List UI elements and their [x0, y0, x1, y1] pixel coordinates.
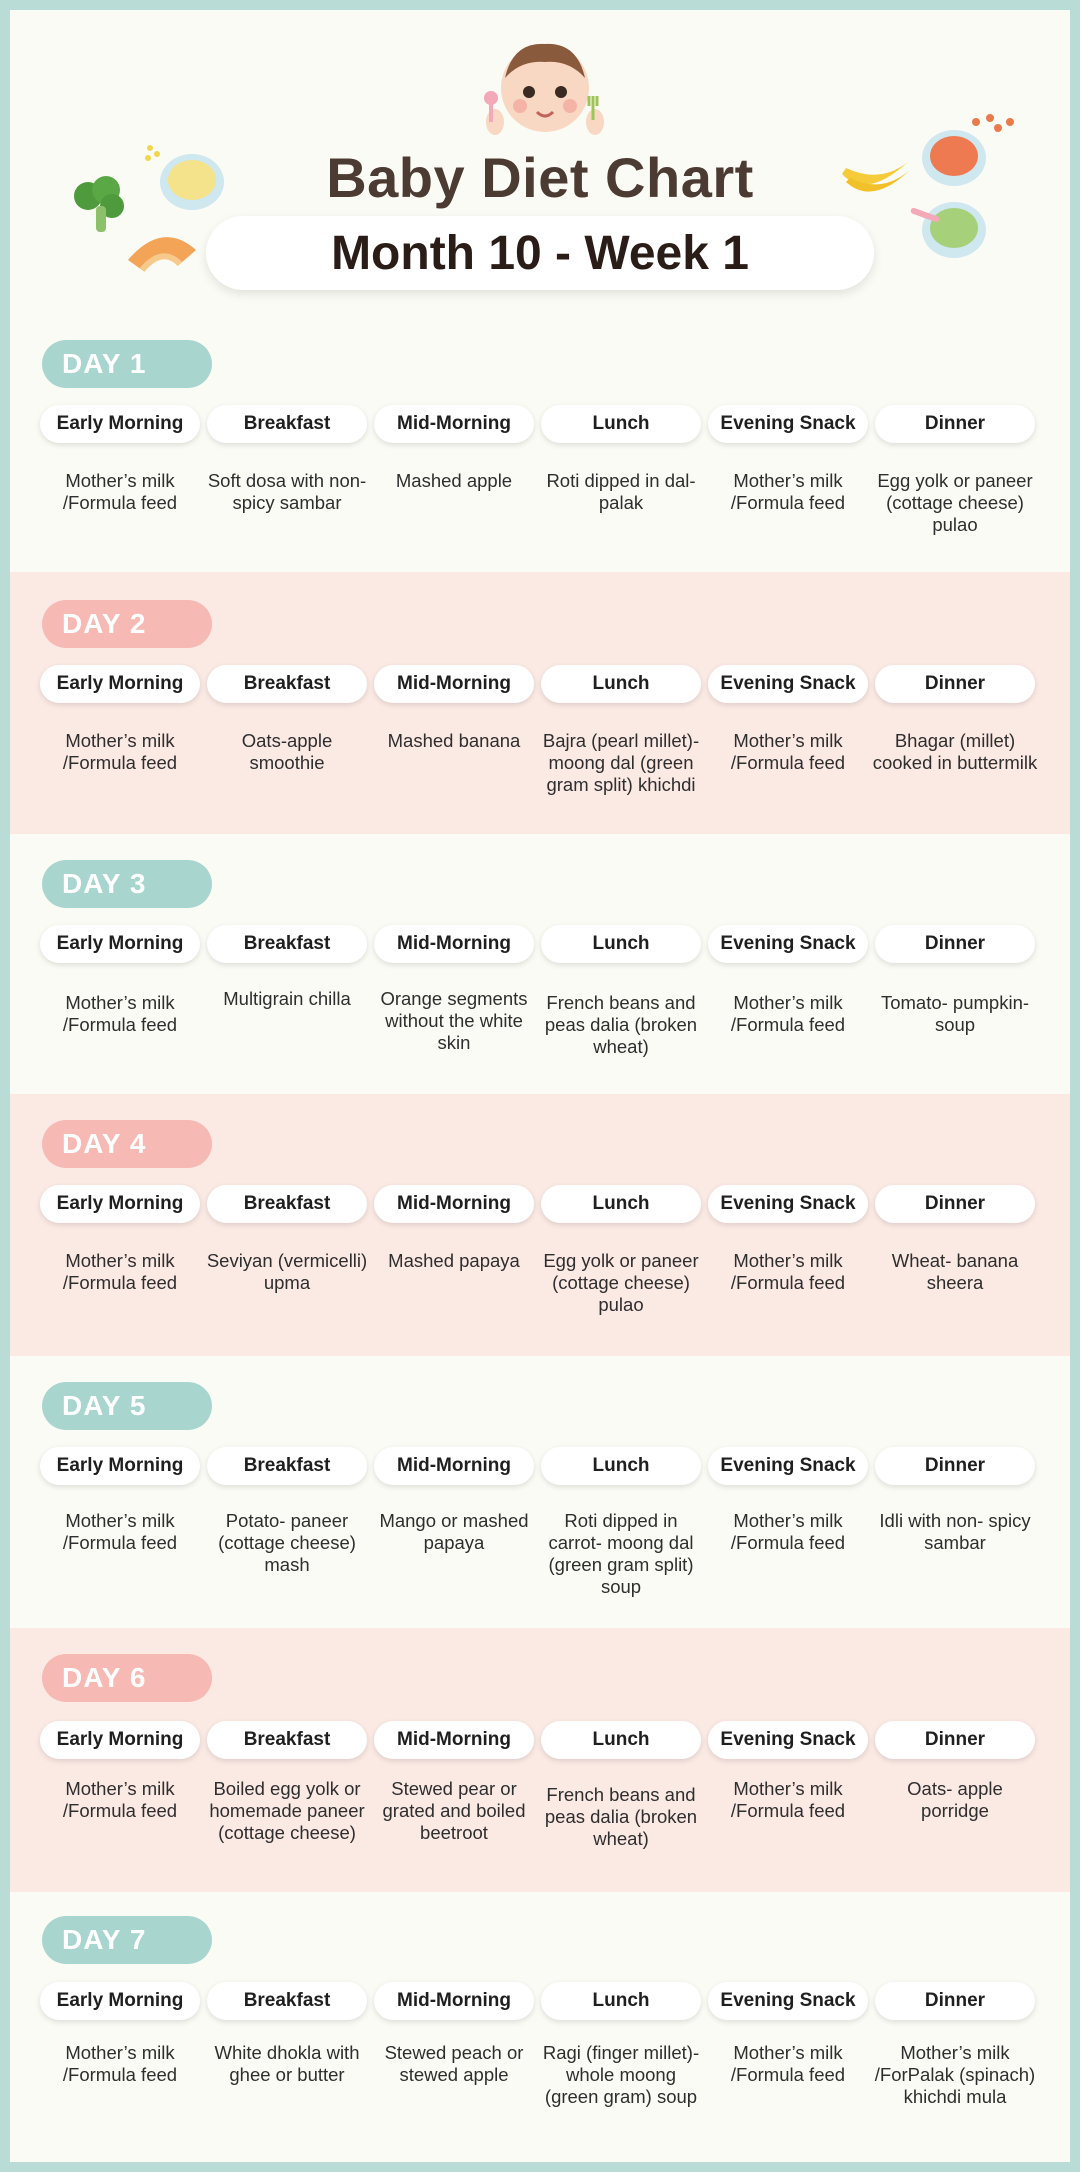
- day-badge: DAY 4: [42, 1120, 212, 1168]
- day-badge: DAY 7: [42, 1916, 212, 1964]
- chart-frame: [10, 10, 1070, 2162]
- meal-dinner: Dinner: [875, 1185, 1035, 1223]
- food-mid-morning: Mashed papaya: [388, 1250, 520, 1271]
- meal-evening-snack: Evening Snack: [708, 405, 868, 443]
- meal-breakfast: Breakfast: [207, 665, 367, 703]
- food-evening-snack: Mother’s milk /Formula feed: [730, 1510, 846, 1553]
- food-evening-snack: Mother’s milk /Formula feed: [730, 1778, 846, 1821]
- meal-lunch: Lunch: [541, 405, 701, 443]
- food-mid-morning: Stewed peach or stewed apple: [384, 2042, 524, 2085]
- food-evening-snack: Mother’s milk /Formula feed: [730, 730, 846, 773]
- day-section-3: [10, 834, 1070, 1094]
- food-evening-snack: Mother’s milk /Formula feed: [730, 1250, 846, 1293]
- food-breakfast: Boiled egg yolk or homemade paneer (cottage cheese): [209, 1778, 365, 1843]
- food-lunch: Egg yolk or paneer (cottage cheese) pulao: [543, 1250, 699, 1315]
- meal-early-morning: Early Morning: [40, 1721, 200, 1759]
- food-early-morning: Mother’s milk /Formula feed: [62, 1510, 178, 1553]
- meal-breakfast: Breakfast: [207, 925, 367, 963]
- food-early-morning: Mother’s milk /Formula feed: [62, 730, 178, 773]
- food-mid-morning: Mango or mashed papaya: [379, 1510, 529, 1553]
- food-dinner: Idli with non- spicy sambar: [879, 1510, 1031, 1553]
- papaya-slice-icon: [122, 220, 202, 280]
- meal-lunch: Lunch: [541, 1185, 701, 1223]
- day-section-7: [10, 1892, 1070, 2162]
- day-section-1: [10, 310, 1070, 572]
- day-section-6: [10, 1628, 1070, 1892]
- food-lunch: French beans and peas dalia (broken wheat): [544, 1784, 698, 1849]
- food-lunch: Ragi (finger millet)- whole moong (green gram) soup: [542, 2042, 700, 2107]
- meal-breakfast: Breakfast: [207, 1721, 367, 1759]
- food-mid-morning: Orange segments without the white skin: [380, 988, 528, 1053]
- food-breakfast: Oats-apple smoothie: [241, 730, 333, 773]
- meal-header-row: [40, 1982, 1050, 2020]
- page-title: Baby Diet Chart: [326, 146, 754, 209]
- food-early-morning: Mother’s milk /Formula feed: [62, 1778, 178, 1821]
- meal-header-row: [40, 1447, 1050, 1485]
- meal-mid-morning: Mid-Morning: [374, 1185, 534, 1223]
- food-lunch: Bajra (pearl millet)- moong dal (green gram split) khichdi: [542, 730, 700, 795]
- meal-mid-morning: Mid-Morning: [374, 405, 534, 443]
- food-breakfast: White dhokla with ghee or butter: [214, 2042, 360, 2085]
- food-lunch: French beans and peas dalia (broken wheat): [544, 992, 698, 1057]
- meal-mid-morning: Mid-Morning: [374, 1982, 534, 2020]
- food-breakfast: Multigrain chilla: [223, 988, 351, 1009]
- food-breakfast: Seviyan (vermicelli) upma: [206, 1250, 368, 1293]
- food-breakfast: Potato- paneer (cottage cheese) mash: [218, 1510, 356, 1575]
- meal-lunch: Lunch: [541, 665, 701, 703]
- meal-dinner: Dinner: [875, 925, 1035, 963]
- page-subtitle: Month 10 - Week 1: [331, 226, 749, 280]
- meal-evening-snack: Evening Snack: [708, 925, 868, 963]
- food-early-morning: Mother’s milk /Formula feed: [62, 992, 178, 1035]
- meal-lunch: Lunch: [541, 1982, 701, 2020]
- meal-header-row: [40, 665, 1050, 703]
- meal-header-row: [40, 1721, 1050, 1759]
- food-dinner: Bhagar (millet) cooked in buttermilk: [872, 730, 1038, 773]
- meal-dinner: Dinner: [875, 405, 1035, 443]
- day-badge: DAY 3: [42, 860, 212, 908]
- meal-lunch: Lunch: [541, 1447, 701, 1485]
- meal-early-morning: Early Morning: [40, 405, 200, 443]
- food-mid-morning: Mashed banana: [387, 730, 521, 751]
- food-dinner: Tomato- pumpkin- soup: [880, 992, 1030, 1035]
- meal-evening-snack: Evening Snack: [708, 1447, 868, 1485]
- food-early-morning: Mother’s milk /Formula feed: [62, 470, 178, 513]
- subtitle-pill: [206, 216, 874, 290]
- meal-header-row: [40, 405, 1050, 443]
- day-badge: DAY 1: [42, 340, 212, 388]
- meal-lunch: Lunch: [541, 925, 701, 963]
- meal-breakfast: Breakfast: [207, 1982, 367, 2020]
- meal-dinner: Dinner: [875, 665, 1035, 703]
- meal-mid-morning: Mid-Morning: [374, 665, 534, 703]
- food-evening-snack: Mother’s milk /Formula feed: [730, 2042, 846, 2085]
- meal-mid-morning: Mid-Morning: [374, 1721, 534, 1759]
- meal-early-morning: Early Morning: [40, 1185, 200, 1223]
- food-dinner: Mother’s milk /ForPalak (spinach) khichdi mula: [874, 2042, 1036, 2107]
- meal-early-morning: Early Morning: [40, 925, 200, 963]
- meal-breakfast: Breakfast: [207, 1447, 367, 1485]
- meal-evening-snack: Evening Snack: [708, 1721, 868, 1759]
- day-section-2: [10, 572, 1070, 834]
- meal-breakfast: Breakfast: [207, 405, 367, 443]
- food-breakfast: Soft dosa with non-spicy sambar: [207, 470, 367, 513]
- food-mid-morning: Stewed pear or grated and boiled beetroot: [382, 1778, 526, 1843]
- meal-dinner: Dinner: [875, 1447, 1035, 1485]
- food-dinner: Wheat- banana sheera: [891, 1250, 1019, 1293]
- meal-mid-morning: Mid-Morning: [374, 1447, 534, 1485]
- meal-mid-morning: Mid-Morning: [374, 925, 534, 963]
- food-evening-snack: Mother’s milk /Formula feed: [730, 992, 846, 1035]
- food-dinner: Egg yolk or paneer (cottage cheese) pulao: [877, 470, 1033, 535]
- meal-evening-snack: Evening Snack: [708, 665, 868, 703]
- meal-evening-snack: Evening Snack: [708, 1982, 868, 2020]
- food-lunch: Roti dipped in carrot- moong dal (green gram split) soup: [548, 1510, 694, 1597]
- meal-dinner: Dinner: [875, 1982, 1035, 2020]
- meal-breakfast: Breakfast: [207, 1185, 367, 1223]
- meal-evening-snack: Evening Snack: [708, 1185, 868, 1223]
- food-early-morning: Mother’s milk /Formula feed: [62, 2042, 178, 2085]
- food-lunch: Roti dipped in dal-palak: [546, 470, 696, 513]
- meal-dinner: Dinner: [875, 1721, 1035, 1759]
- meal-header-row: [40, 925, 1050, 963]
- meal-lunch: Lunch: [541, 1721, 701, 1759]
- food-evening-snack: Mother’s milk /Formula feed: [730, 470, 846, 513]
- day-badge: DAY 2: [42, 600, 212, 648]
- day-section-5: [10, 1356, 1070, 1628]
- food-mid-morning: Mashed apple: [395, 470, 513, 491]
- day-badge: DAY 5: [42, 1382, 212, 1430]
- header: [10, 10, 1070, 330]
- meal-early-morning: Early Morning: [40, 1982, 200, 2020]
- food-early-morning: Mother’s milk /Formula feed: [62, 1250, 178, 1293]
- day-badge: DAY 6: [42, 1654, 212, 1702]
- day-section-4: [10, 1094, 1070, 1356]
- meal-early-morning: Early Morning: [40, 665, 200, 703]
- baby-face-icon: [465, 30, 625, 150]
- meal-early-morning: Early Morning: [40, 1447, 200, 1485]
- food-dinner: Oats- apple porridge: [907, 1778, 1003, 1821]
- meal-header-row: [40, 1185, 1050, 1223]
